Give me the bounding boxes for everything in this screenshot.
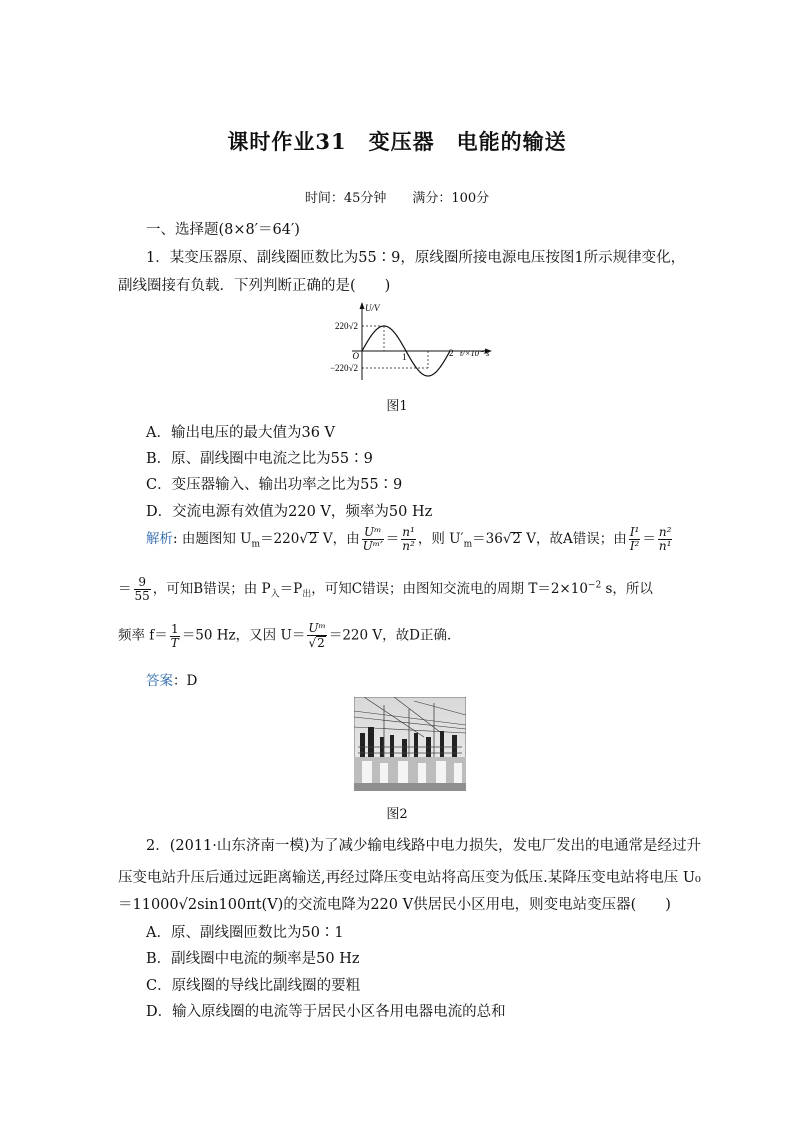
q2-stem-line1: 2．(2011·山东济南一模)为了减少输电线路中电力损失，发电厂发出的电通常是经过升: [146, 838, 702, 854]
q1-solution-line3: 频率 f＝ $\frac{1}{T}$ ＝50 Hz，又因 U＝ $\frac{\text{Uᵐ}}{√2}$ ＝220 V，故D正确．: [118, 621, 461, 650]
figure-2-substation-photo: [354, 697, 466, 791]
answer-label: 答案: [146, 673, 173, 689]
q1-solution-line1: 解析: 由题图知 $U_m=220√2$ V，由 $\frac{\text{Uᵐ}}{\text{Uᵐ′}}$ ＝ $\frac{\text{n¹}}{\text{n²}}$ ，则 $U'_m=36√2$ V，故A错误；由 $\frac{\text{I¹}}{\text{I²}}$ ＝ $\frac{\text{n²}}{\text{n¹}}$: [146, 525, 672, 553]
time-score-info: 时间：45分钟 满分：100分: [304, 191, 490, 206]
q2-stem-line3: ＝11000√2sin100πt(V)的交流电降为220 V供居民小区用电，则变电站变压器( ): [118, 897, 671, 913]
q2-option-b: B．副线圈中电流的频率是50 Hz: [146, 951, 360, 967]
ratio-fraction-4: $\frac{\text{n²}}{\text{n¹}}$: [658, 525, 672, 553]
q2-option-a: A．原、副线圈匝数比为50∶1: [146, 925, 344, 941]
y-min-label: −220√2: [329, 363, 358, 373]
ratio-fraction-5: $\frac{9}{55}$: [134, 575, 150, 603]
q1-option-b: B．原、副线圈中电流之比为55∶9: [146, 451, 373, 467]
figure-2-caption: 图2: [386, 807, 408, 822]
ratio-fraction-2: $\frac{\text{n¹}}{\text{n²}}$: [402, 525, 415, 553]
x-axis-label: t/×10⁻²s: [460, 348, 490, 358]
x-tick-2: 2: [449, 348, 454, 358]
q2-option-d: D．输入原线圈的电流等于居民小区各用电器电流的总和: [146, 1004, 506, 1020]
y-axis-label: U/V: [365, 303, 380, 313]
q1-option-c: C．变压器输入、输出功率之比为55∶9: [146, 477, 403, 493]
q2-stem-line2: 压变电站升压后通过远距离输送,再经过降压变电站将高压变为低压.某降压变电站将电压 U₀: [118, 870, 701, 886]
y-axis-arrow: [360, 302, 365, 309]
y-max-label: 220√2: [335, 321, 358, 331]
figure-1-caption: 图1: [386, 399, 408, 414]
origin-label: O: [352, 351, 359, 361]
q2-option-c: C．原线圈的导线比副线圈的要粗: [146, 978, 361, 994]
page-title: 课时作业31 变压器 电能的输送: [227, 129, 567, 154]
q1-stem-line1: 1．某变压器原、副线圈匝数比为55∶9，原线圈所接电源电压按图1所示规律变化，: [146, 250, 686, 266]
q1-option-d: D．交流电源有效值为220 V，频率为50 Hz: [146, 504, 433, 520]
section-heading: 一、选择题(8×8′＝64′): [146, 222, 300, 238]
ratio-fraction-3: $\frac{\text{I¹}}{\text{I²}}$: [629, 525, 640, 553]
q1-option-a: A．输出电压的最大值为36 V: [146, 425, 336, 441]
effective-value-fraction: $\frac{\text{Uᵐ}}{√2}$: [308, 621, 326, 650]
q1-stem-line2: 副线圈接有负载．下列判断正确的是( ): [118, 278, 391, 294]
x-tick-1: 1: [402, 352, 407, 362]
solution-label: 解析: [146, 531, 173, 547]
figure-1-sine-graph: [322, 300, 502, 382]
frequency-fraction: $\frac{1}{T}$: [170, 621, 179, 650]
q1-solution-line2: ＝ $\frac{9}{55}$ ，可知B错误；由 $P_入=P_出$，可知C错误；由图知交流电的周期 $T=2\times 10^{-2}$ s，所以: [118, 575, 653, 603]
ratio-fraction-1: $\frac{\text{Uᵐ}}{\text{Uᵐ′}}$: [362, 525, 383, 553]
q1-answer: 答案：D: [146, 673, 198, 689]
